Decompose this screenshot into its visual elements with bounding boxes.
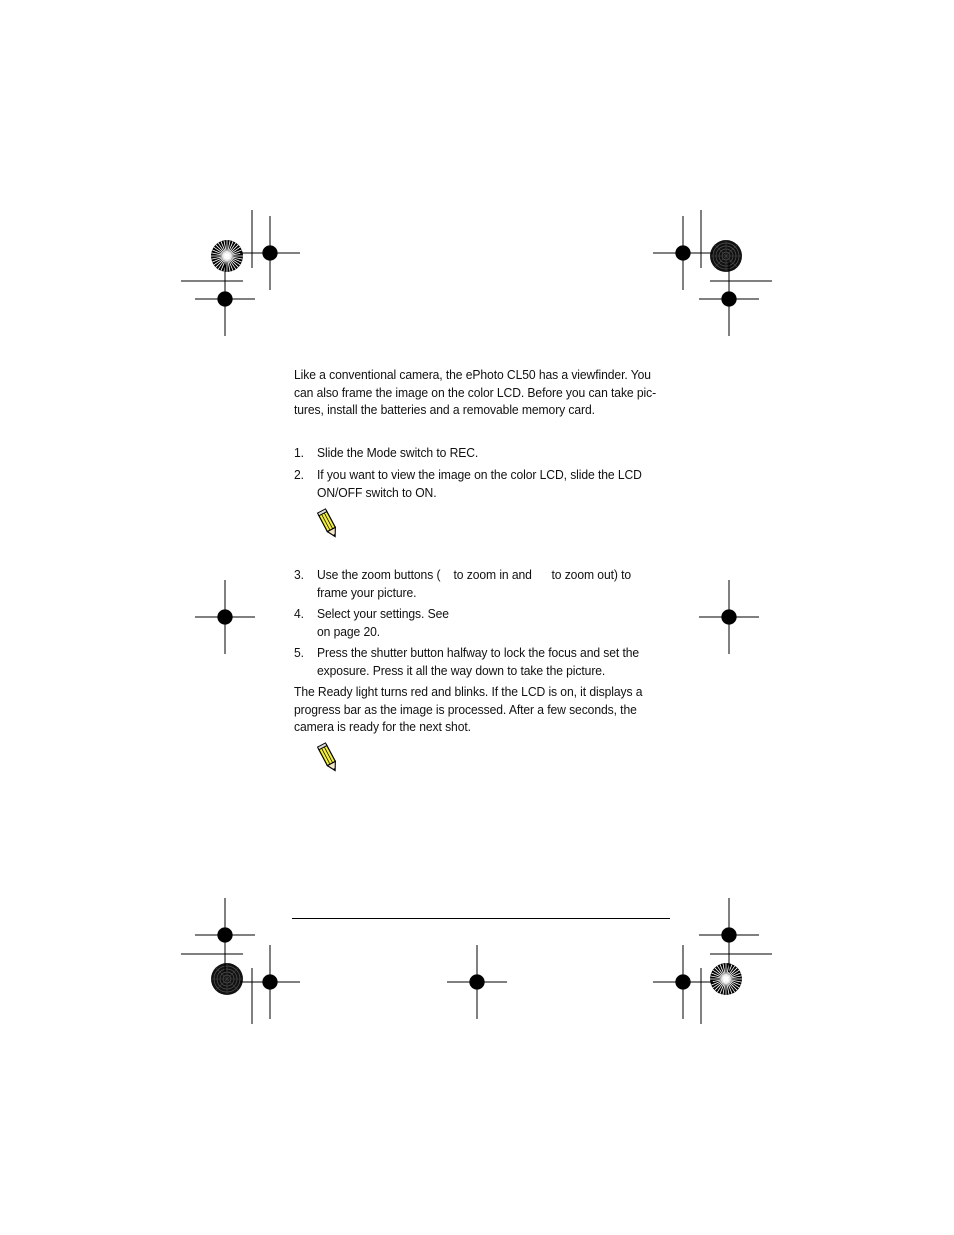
- step-text: If you want to view the image on the color LCD, slide the LCD: [317, 467, 642, 482]
- step-text: Use the zoom buttons ( to zoom in and to zoom out) to: [317, 567, 632, 582]
- step-number: 5.: [294, 645, 304, 660]
- step-text: exposure. Press it all the way down to take the picture.: [317, 662, 606, 678]
- step-number: 2.: [294, 467, 304, 482]
- step-text: Slide the Mode switch to REC.: [317, 445, 479, 460]
- outro-line: progress bar as the image is processed. After a few seconds, the: [294, 701, 637, 717]
- pencil-note-icon: [316, 508, 342, 540]
- step-text: frame your picture.: [317, 584, 417, 600]
- step-number: 1.: [294, 445, 304, 460]
- step-number: 3.: [294, 567, 304, 582]
- footer-rule: [292, 918, 670, 919]
- outro-line: The Ready light turns red and blinks. If the LCD is on, it displays a: [294, 684, 643, 699]
- pencil-note-icon: [316, 742, 342, 774]
- step-text: Select your settings. See: [317, 606, 449, 621]
- step-text: ON/OFF switch to ON.: [317, 484, 437, 500]
- intro-line: tures, install the batteries and a removable memory card.: [294, 402, 595, 417]
- step-number: 4.: [294, 606, 304, 621]
- outro-line: camera is ready for the next shot.: [294, 719, 471, 734]
- step-text: on page 20.: [317, 623, 381, 639]
- intro-line: Like a conventional camera, the ePhoto CL50 has a viewfinder. You: [294, 367, 651, 382]
- step-text: Press the shutter button halfway to lock the focus and set the: [317, 645, 640, 660]
- intro-line: can also frame the image on the color LCD. Before you can take pic-: [294, 384, 657, 400]
